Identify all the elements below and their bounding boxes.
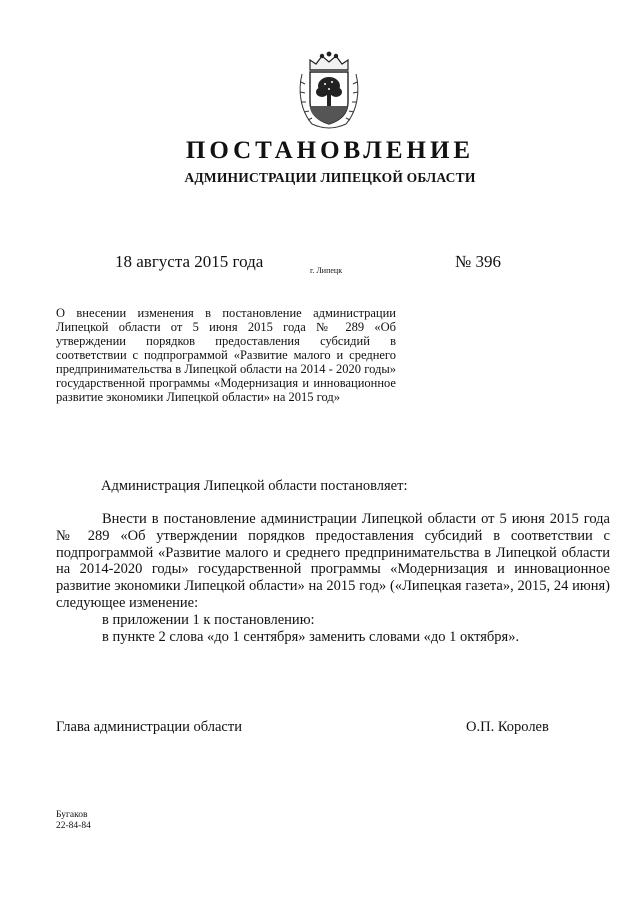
executor-phone: 22-84-84	[56, 821, 91, 831]
coat-of-arms-icon	[296, 50, 362, 132]
executor-block	[56, 810, 91, 832]
executor-name: Бугаков	[56, 810, 88, 820]
resolution-lead: Администрация Липецкой области постановляет:	[101, 478, 408, 494]
document-subject	[56, 306, 396, 404]
document-number: № 396	[455, 252, 501, 271]
document-date: 18 августа 2015 года	[115, 252, 264, 271]
body-item-1: в приложении 1 к постановлению:	[102, 611, 315, 628]
document-subtitle: АДМИНИСТРАЦИИ ЛИПЕЦКОЙ ОБЛАСТИ	[184, 170, 476, 185]
signature-role: Глава администрации области	[56, 719, 242, 735]
document-title: ПОСТАНОВЛЕНИЕ	[185, 137, 475, 164]
body-paragraph: Внести в постановление администрации Липецкой области от 5 июня 2015 года № 289 «Об утверждении порядков предоставления субсидий в соответствии с подпрограммой «Развитие малого и среднего предпринимательства в Липецкой области на 2014-2020 годы» государственной программы «Модернизация и инновационное развитие экономики Липецкой области» на 2015 год» («Липецкая газета», 2015, 24 июня) следующее изменение:	[56, 511, 610, 611]
body-item-2: в пункте 2 слова «до 1 сентября» заменить словами «до 1 октября».	[102, 628, 520, 645]
document-body	[56, 511, 610, 645]
signature-name: О.П. Королев	[466, 719, 549, 735]
document-city: г. Липецк	[310, 266, 343, 275]
subject-text: О внесении изменения в постановление администрации Липецкой области от 5 июня 2015 года № 289 «Об утверждении порядков предоставления субсидий в соответствии с подпрограммой «Развитие малого и среднего предпринимательства в Липецкой области на 2014 - 2020 годы» государственной программы «Модернизация и инновационное развитие экономики Липецкой области» на 2015 год»	[56, 306, 396, 404]
